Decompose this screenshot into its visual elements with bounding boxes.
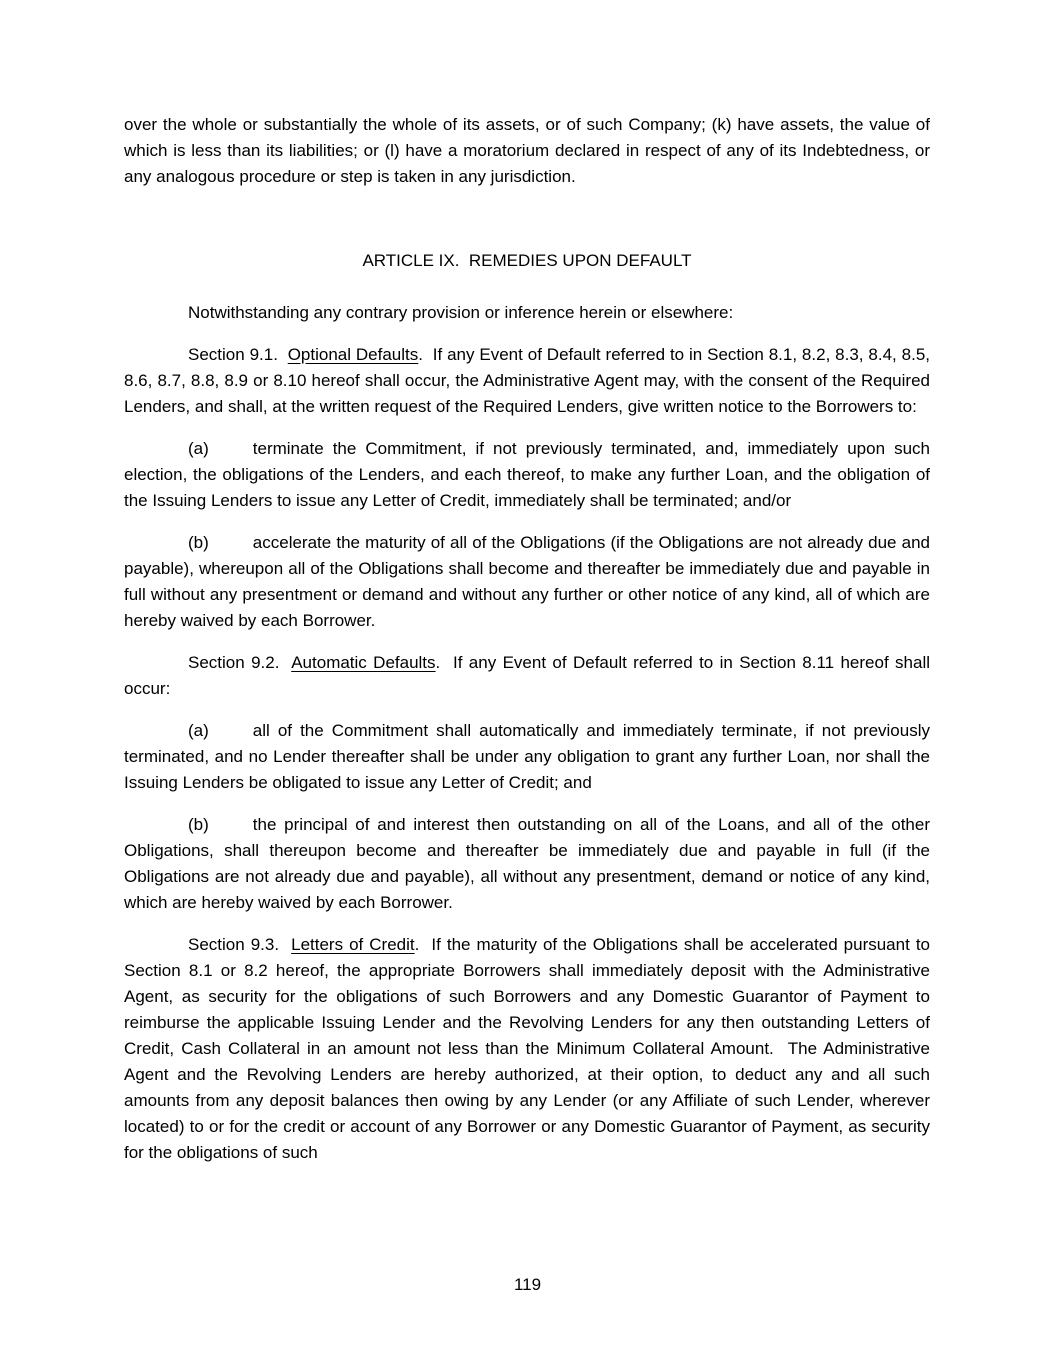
section-9-1-title: Optional Defaults [287, 345, 419, 364]
subsection-9-1-a [124, 436, 930, 514]
section-9-2-title: Automatic Defaults [291, 653, 436, 672]
article-heading: ARTICLE IX. REMEDIES UPON DEFAULT [362, 251, 692, 270]
section-9-2-paragraph [124, 650, 930, 702]
section-9-1-paragraph [124, 342, 930, 420]
section-9-1-body: . If any Event of Default referred to in Section 8.1, 8.2, 8.3, 8.4, 8.5, 8.6, 8.7, 8.8, 8.9 or 8.10 hereof shall occur, the Administrative Agent may, with the consent of the Required Lenders, and shall, at the written request of the Required Lenders, give written notice to the Borrowers to: [124, 345, 931, 416]
subsection-9-2-b-text: the principal of and interest then outstanding on all of the Loans, and all of the other Obligations, shall thereupon become and thereafter be immediately due and payable in full (if the Obligations are not already due and payable), all without any presentment, demand or notice of any kind, which are hereby waived by each Borrower. [124, 815, 930, 912]
subsection-9-1-b [124, 530, 930, 634]
section-9-1-number: Section 9.1. [188, 345, 288, 364]
subsection-9-1-b-label: (b) [188, 533, 209, 552]
page-number: 119 [513, 1275, 542, 1294]
paragraph-preamble: Notwithstanding any contrary provision or inference herein or elsewhere: [188, 303, 734, 322]
section-9-2-number: Section 9.2. [188, 653, 292, 672]
subsection-9-1-b-text: accelerate the maturity of all of the Obligations (if the Obligations are not already due and payable), whereupon all of the Obligations shall become and thereafter be immediately due and payable in full without any presentment or demand and without any further or other notice of any kind, all of which are hereby waived by each Borrower. [124, 533, 930, 630]
subsection-9-2-a-text: all of the Commitment shall automatically and immediately terminate, if not previously terminated, and no Lender thereafter shall be under any obligation to grant any further Loan, nor shall the Issuing Lenders be obligated to issue any Letter of Credit; and [124, 721, 930, 792]
document-content [124, 112, 930, 1182]
section-9-2-body: . If any Event of Default referred to in Section 8.11 hereof shall occur: [124, 653, 930, 698]
subsection-9-2-a [124, 718, 930, 796]
subsection-9-2-b-label: (b) [188, 815, 209, 834]
subsection-9-1-a-text: terminate the Commitment, if not previously terminated, and, immediately upon such election, the obligations of the Lenders, and each thereof, to make any further Loan, and the obligation of the Issuing Lenders to issue any Letter of Credit, immediately shall be terminated; and/or [124, 439, 930, 510]
subsection-9-2-a-label: (a) [188, 721, 209, 740]
subsection-9-2-b [124, 812, 930, 916]
paragraph-continuation: over the whole or substantially the whole of its assets, or of such Company; (k) have assets, the value of which is less than its liabilities; or (l) have a moratorium declared in respect of any of its Indebtedness, or any analogous procedure or step is taken in any jurisdiction. [124, 115, 930, 186]
section-9-3-body: . If the maturity of the Obligations shall be accelerated pursuant to Section 8.1 or 8.2 hereof, the appropriate Borrowers shall immediately deposit with the Administrative Agent, as security for the obligations of such Borrowers and any Domestic Guarantor of Payment to reimburse the applicable Issuing Lender and the Revolving Lenders for any then outstanding Letters of Credit, Cash Collateral in an amount not less than the Minimum Collateral Amount. The Administrative Agent and the Revolving Lenders are hereby authorized, at their option, to deduct any and all such amounts from any deposit balances then owing by any Lender (or any Affiliate of such Lender, wherever located) to or for the credit or account of any Borrower or any Domestic Guarantor of Payment, as security for the obligations of such [124, 935, 931, 1162]
section-9-3-number: Section 9.3. [188, 935, 292, 954]
subsection-9-1-a-label: (a) [188, 439, 209, 458]
section-9-3-title: Letters of Credit [291, 935, 415, 954]
section-9-3-paragraph [124, 932, 930, 1166]
